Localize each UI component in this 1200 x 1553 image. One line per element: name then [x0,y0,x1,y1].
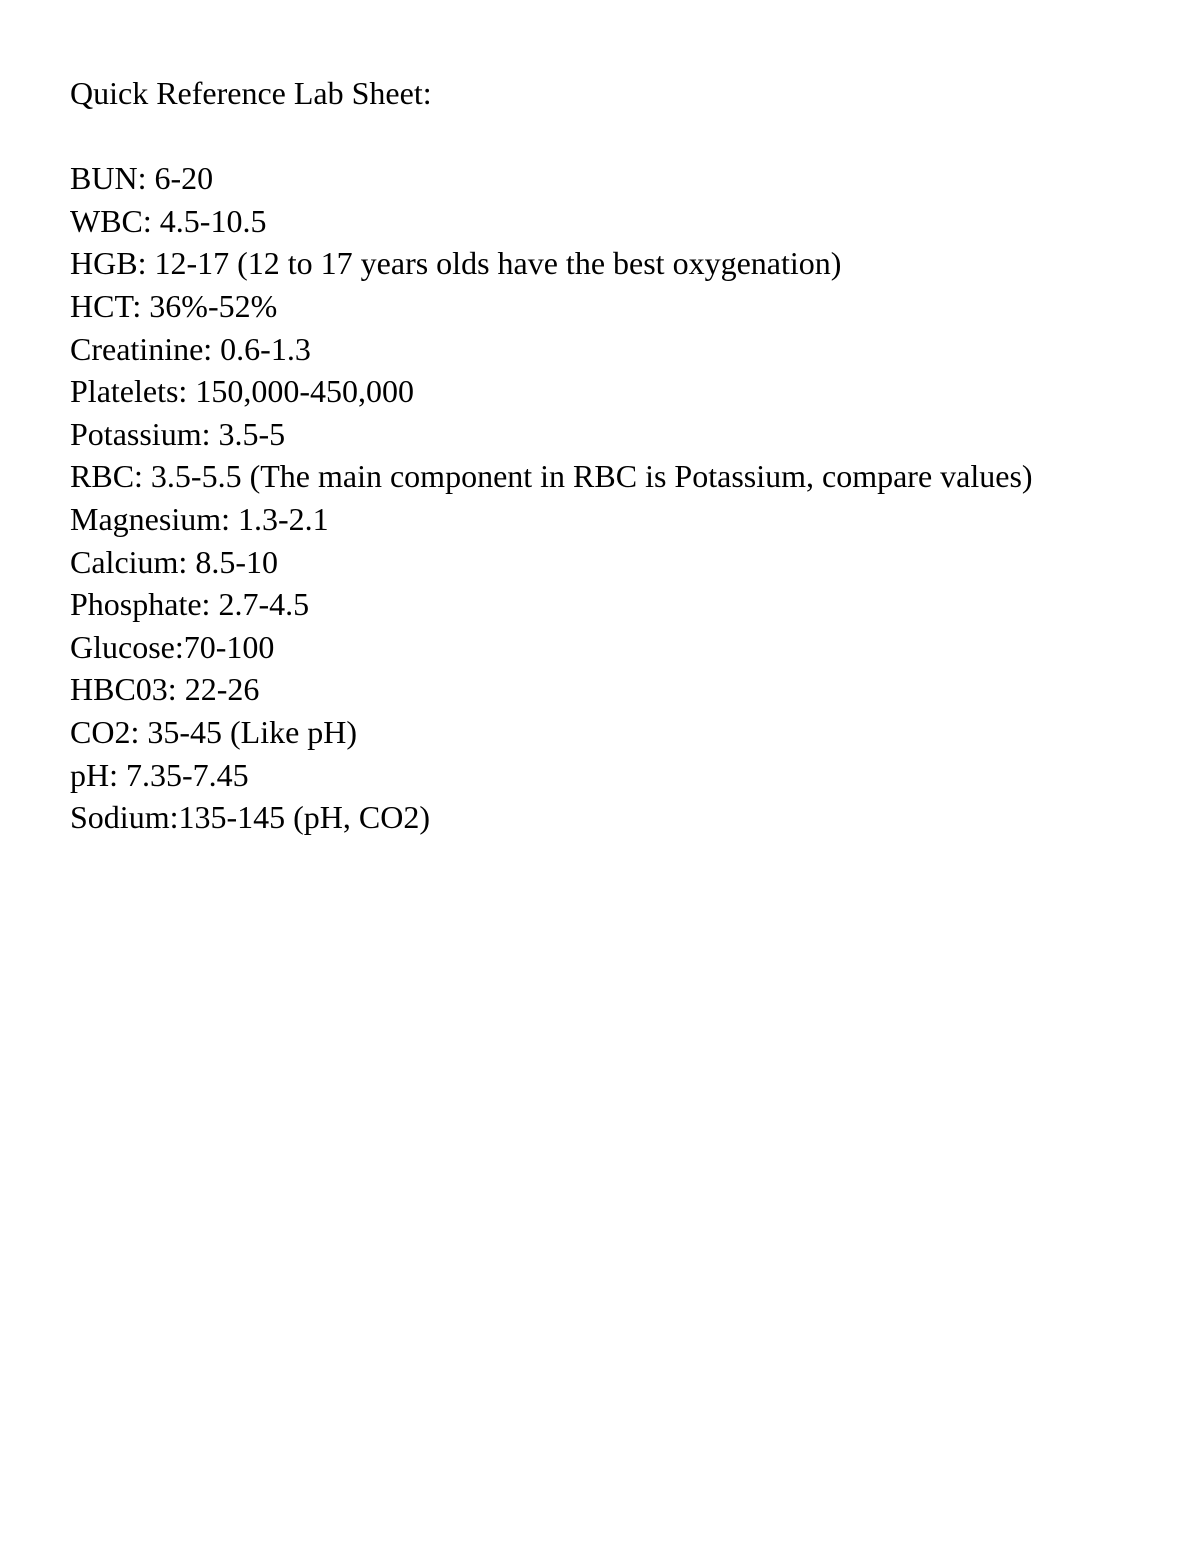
lab-value-line: BUN: 6-20 [70,160,214,197]
lab-value-line: HCT: 36%-52% [70,287,278,324]
lab-value-line: Calcium: 8.5-10 [70,543,278,580]
lab-value-line: Magnesium: 1.3-2.1 [70,500,329,537]
lab-value-line: WBC: 4.5-10.5 [70,202,267,239]
document-body [70,72,1070,839]
lab-values-list [70,157,1070,839]
lab-value-line: Creatinine: 0.6-1.3 [70,330,311,367]
lab-value-line: HGB: 12-17 (12 to 17 years olds have the best oxygenation) [70,245,842,282]
lab-value-line: CO2: 35-45 (Like pH) [70,713,358,750]
document-title: Quick Reference Lab Sheet: [70,75,432,111]
lab-value-line: Platelets: 150,000-450,000 [70,373,414,410]
lab-value-line: Sodium:135-145 (pH, CO2) [70,799,430,836]
lab-value-line: HBC03: 22-26 [70,671,260,708]
lab-value-line: Phosphate: 2.7-4.5 [70,586,310,623]
lab-value-line: RBC: 3.5-5.5 (The main component in RBC is Potassium, compare values) [70,458,1033,495]
lab-value-line: Glucose:70-100 [70,628,275,665]
lab-value-line: Potassium: 3.5-5 [70,415,286,452]
lab-value-line: pH: 7.35-7.45 [70,756,249,793]
